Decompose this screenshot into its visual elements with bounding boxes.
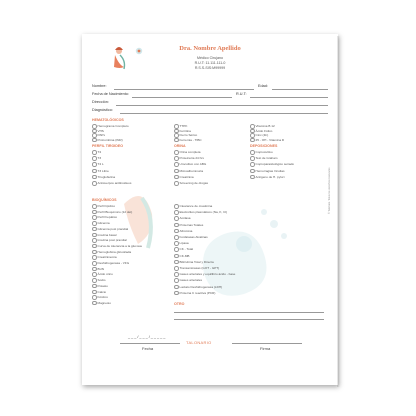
checkbox-circle-icon[interactable] <box>174 162 179 167</box>
bioquimicos-item-label: Fosfatasas Alcalinas <box>179 235 208 240</box>
checkbox-circle-icon[interactable] <box>92 261 97 266</box>
checkbox-circle-icon[interactable] <box>174 241 179 246</box>
bioquimicos-item-label: Proteínas Totales <box>179 222 204 227</box>
checkbox-circle-icon[interactable] <box>92 290 97 295</box>
bioquimicos-item[interactable] <box>92 215 117 220</box>
bioquimicos-item-label: Electrolitos plasmáticos (Na, K, Cl) <box>179 210 228 215</box>
deposiciones-item-label: Coproparasitológico seriado <box>255 162 295 167</box>
bioquimicos-item[interactable] <box>174 204 212 209</box>
bioquimicos-item-label: Magnesio <box>97 300 111 305</box>
bioquimicos-item[interactable] <box>174 285 222 290</box>
bioquimicos-item-label: Ácido úrico <box>97 272 113 277</box>
bioquimicos-item[interactable] <box>174 241 189 246</box>
checkbox-circle-icon[interactable] <box>92 210 97 215</box>
direccion-label: Dirección: <box>92 100 109 104</box>
bioquimicos-item[interactable] <box>92 221 110 226</box>
perfil-tiroideo-item[interactable] <box>92 181 131 186</box>
bioquimicos-item[interactable] <box>92 267 104 272</box>
perfil-tiroideo-item[interactable] <box>92 150 101 155</box>
deposiciones-item-label: Hemorragias Ocultas <box>255 168 285 173</box>
bioquimicos-item-label: BUN <box>97 266 105 271</box>
checkbox-circle-icon[interactable] <box>174 229 179 234</box>
checkbox-circle-icon[interactable] <box>174 216 179 221</box>
bioquimicos-item-label: Albúmina <box>179 228 193 233</box>
deposiciones-item-label: Antígeno de H. pylori <box>255 174 285 179</box>
bioquimicos-item-label: Lactato Deshidrogenasa (LDH) <box>179 284 223 289</box>
rut-label: R.U.T: <box>236 92 247 96</box>
checkbox-circle-icon[interactable] <box>250 150 255 155</box>
perfil-tiroideo-item[interactable] <box>92 175 115 180</box>
bioquimicos-item-label: Perfil lipídico <box>97 204 116 209</box>
checkbox-circle-icon[interactable] <box>92 267 97 272</box>
bioquimicos-item-label: Gases arteriales y equilibrio ácido - base <box>179 272 236 277</box>
bioquimicos-item-label: Amilasa <box>179 216 191 221</box>
perfil-tiroideo-item-label: T3 Libre <box>97 168 109 173</box>
bioquimicos-item[interactable] <box>92 284 108 289</box>
hematologicos-item-label: Fierro Sérico <box>179 133 198 138</box>
checkbox-circle-icon[interactable] <box>92 181 97 186</box>
checkbox-circle-icon[interactable] <box>250 138 255 143</box>
diagnostico-label: Diagnóstico: <box>92 108 113 112</box>
checkbox-circle-icon[interactable] <box>92 204 97 209</box>
hematologicos-item[interactable] <box>174 138 202 143</box>
section-title-hematologicos: HEMATOLÓGICOS <box>92 118 124 122</box>
checkbox-circle-icon[interactable] <box>92 301 97 306</box>
orina-item-label: Proteinuria 24 hrs <box>179 156 204 161</box>
checkbox-circle-icon[interactable] <box>174 138 179 143</box>
doctor-specialty: Médico Cirujano <box>197 56 223 60</box>
checkbox-circle-icon[interactable] <box>92 295 97 300</box>
section-title-orina: ORINA <box>174 144 186 148</box>
hematologicos-item-label: 25 - OH - Vitamina D <box>255 137 285 142</box>
checkbox-circle-icon[interactable] <box>174 156 179 161</box>
orina-item[interactable] <box>174 156 204 161</box>
checkbox-circle-icon[interactable] <box>174 291 179 296</box>
orina-item-label: Urocultivo con ABG <box>179 162 207 167</box>
checkbox-circle-icon[interactable] <box>92 284 97 289</box>
bioquimicos-item[interactable] <box>92 244 142 249</box>
perfil-tiroideo-item-label: Tiroglobulina <box>97 174 116 179</box>
checkbox-circle-icon[interactable] <box>92 156 97 161</box>
checkbox-circle-icon[interactable] <box>92 227 97 232</box>
bioquimicos-item[interactable] <box>92 227 128 232</box>
side-copyright: © Talonario. Todos los derechos reservados <box>328 167 331 214</box>
fecha-label: Fecha <box>142 346 154 351</box>
checkbox-circle-icon[interactable] <box>250 175 255 180</box>
bioquimicos-item[interactable] <box>92 204 115 209</box>
checkbox-circle-icon[interactable] <box>174 175 179 180</box>
hematologicos-item-label: Ferremia - TIBC <box>179 137 202 142</box>
checkbox-circle-icon[interactable] <box>92 175 97 180</box>
checkbox-circle-icon[interactable] <box>174 169 179 174</box>
prescription-sheet <box>82 34 338 385</box>
bioquimicos-item-label: CK-MB <box>179 253 190 258</box>
checkbox-circle-icon[interactable] <box>92 169 97 174</box>
checkbox-circle-icon[interactable] <box>92 233 97 238</box>
section-title-perfil-tiroideo: PERFIL TIROIDEO <box>92 144 124 148</box>
deposiciones-item[interactable] <box>250 156 278 161</box>
brand-mark: TALONARIO <box>186 340 212 345</box>
bioquimicos-item[interactable] <box>92 295 108 300</box>
hematologicos-item-label: Hemograma Completo <box>97 124 129 129</box>
perfil-tiroideo-item[interactable] <box>92 169 109 174</box>
bioquimicos-item-label: Creatininemia <box>97 255 117 260</box>
edad-field[interactable] <box>272 89 328 90</box>
checkbox-circle-icon[interactable] <box>174 223 179 228</box>
section-title-otro: OTRO <box>174 302 185 306</box>
orina-item[interactable] <box>174 169 203 174</box>
doctor-registry: R.S.S-SIS:M99999 <box>194 66 226 70</box>
checkbox-circle-icon[interactable] <box>174 181 179 186</box>
hematologicos-item-label: VHS <box>97 128 104 133</box>
orina-item-label: Creatinina <box>179 174 194 179</box>
bioquimicos-item[interactable] <box>174 229 192 234</box>
bioquimicos-item[interactable] <box>92 255 117 260</box>
bioquimicos-item[interactable] <box>174 272 235 277</box>
perfil-tiroideo-item-label: T4 L <box>97 162 104 167</box>
section-title-deposiciones: DEPOSICIONES <box>250 144 278 148</box>
fecha-line <box>120 343 180 344</box>
perfil-tiroideo-item-label: T4 <box>97 150 102 155</box>
bioquimicos-item[interactable] <box>174 260 214 265</box>
rut-field[interactable] <box>250 97 328 98</box>
bioquimicos-item[interactable] <box>174 291 215 296</box>
page-shadow <box>337 36 340 387</box>
orina-item-label: Microalbuminuria <box>179 168 204 173</box>
checkbox-circle-icon[interactable] <box>92 255 97 260</box>
bioquimicos-item-label: Gases arteriales <box>179 278 203 283</box>
checkbox-circle-icon[interactable] <box>92 221 97 226</box>
bioquimicos-item-label: Insulina basal <box>97 232 117 237</box>
bioquimicos-item[interactable] <box>92 290 106 295</box>
bioquimicos-item[interactable] <box>174 266 219 271</box>
deposiciones-item[interactable] <box>250 162 294 167</box>
bioquimicos-item[interactable] <box>92 278 105 283</box>
perfil-tiroideo-item[interactable] <box>92 156 101 161</box>
perfil-tiroideo-item[interactable] <box>92 162 104 167</box>
bioquimicos-item-label: CK - Total <box>179 247 194 252</box>
date-field[interactable]: ___/___/_____ <box>128 335 167 339</box>
firma-line[interactable] <box>232 343 302 344</box>
checkbox-circle-icon[interactable] <box>92 272 97 277</box>
bioquimicos-item-label: Lipasa <box>179 241 189 246</box>
edad-label: Edad: <box>258 84 268 88</box>
checkbox-circle-icon[interactable] <box>174 272 179 277</box>
bioquimicos-item[interactable] <box>174 235 208 240</box>
bioquimicos-item-label: Fósforo <box>97 295 108 300</box>
bioquimicos-item-label: Insulina post prandial <box>97 238 127 243</box>
checkbox-circle-icon[interactable] <box>92 162 97 167</box>
bioquimicos-item[interactable] <box>92 210 132 215</box>
checkbox-circle-icon[interactable] <box>174 235 179 240</box>
deposiciones-item[interactable] <box>250 150 273 155</box>
checkbox-circle-icon[interactable] <box>92 150 97 155</box>
bioquimicos-item-label: Curva de tolerancia a la glucosa <box>97 243 142 248</box>
bioquimicos-item[interactable] <box>174 254 189 259</box>
diagnostico-field[interactable] <box>120 113 328 114</box>
bioquimicos-item-label: Calcio <box>97 289 107 294</box>
bioquimicos-item-label: Perfil Bioquímico (12 det) <box>97 209 133 214</box>
fecha-nacimiento-label: Fecha de Nacimiento: <box>92 92 129 96</box>
orina-item-label: Orina completa <box>179 150 201 155</box>
section-title-bioquimicos: BIOQUÍMICOS <box>92 198 117 202</box>
bioquimicos-item-label: Perfil hepático <box>97 215 118 220</box>
firma-label: Firma <box>260 346 271 351</box>
deposiciones-item-label: Test de Graham <box>255 156 278 161</box>
hematologicos-item-label: Ferritina <box>179 128 191 133</box>
bioquimicos-item[interactable] <box>92 272 113 277</box>
checkbox-circle-icon[interactable] <box>174 150 179 155</box>
orina-item-label: Screening de drogas <box>179 181 209 186</box>
checkbox-circle-icon[interactable] <box>174 266 179 271</box>
bioquimicos-item-label: Glicemia post prandial <box>97 226 129 231</box>
bioquimicos-item[interactable] <box>92 233 116 238</box>
otro-line-2[interactable] <box>174 319 324 320</box>
otro-line-1[interactable] <box>174 312 324 313</box>
bioquimicos-item-label: Glicemia <box>97 221 110 226</box>
checkbox-circle-icon[interactable] <box>250 162 255 167</box>
bioquimicos-item-label: Hemoglobina glicosilada <box>97 249 132 254</box>
bioquimicos-item[interactable] <box>92 250 131 255</box>
orina-item[interactable] <box>174 175 194 180</box>
checkbox-circle-icon[interactable] <box>174 210 179 215</box>
checkbox-circle-icon[interactable] <box>92 250 97 255</box>
nombre-field[interactable] <box>114 89 254 90</box>
bioquimicos-item-label: Deshidrogenasa - VFG <box>97 261 130 266</box>
bioquimicos-item[interactable] <box>174 278 202 283</box>
checkbox-circle-icon[interactable] <box>174 260 179 265</box>
hematologicos-item-label: Vitamina B 12 <box>255 124 275 129</box>
hematologicos-item-label: Cinc (Zn) <box>255 133 269 138</box>
hematologicos-item-label: Ácido Fólico <box>255 128 273 133</box>
bioquimicos-item-label: Proteína C reactiva (PCR) <box>179 290 216 295</box>
checkbox-circle-icon[interactable] <box>92 278 97 283</box>
fecha-nacimiento-field[interactable] <box>132 97 232 98</box>
checkbox-circle-icon[interactable] <box>92 238 97 243</box>
bioquimicos-item[interactable] <box>174 247 193 252</box>
bioquimicos-item[interactable] <box>174 216 191 221</box>
deposiciones-item-label: Coprocultivo <box>255 150 273 155</box>
hematologicos-item-label: PAPs <box>97 133 106 138</box>
hematologicos-item-label: Protrombina (INR) <box>97 137 123 142</box>
bioquimicos-item[interactable] <box>92 238 127 243</box>
bioquimicos-item[interactable] <box>92 261 129 266</box>
checkbox-circle-icon[interactable] <box>92 244 97 249</box>
bioquimicos-item-label: Potasio <box>97 283 108 288</box>
checkbox-circle-icon[interactable] <box>92 138 97 143</box>
checkbox-circle-icon[interactable] <box>174 285 179 290</box>
deposiciones-item[interactable] <box>250 169 285 174</box>
direccion-field[interactable] <box>116 105 328 106</box>
hematologicos-item-label: TTPK <box>179 124 188 129</box>
bioquimicos-item[interactable] <box>174 210 227 215</box>
hematologicos-item[interactable] <box>250 138 284 143</box>
perfil-tiroideo-item-label: Anticuerpos antitiroideos <box>97 181 132 186</box>
doctor-name: Dra. Nombre Apellido <box>179 45 241 52</box>
checkbox-circle-icon[interactable] <box>92 215 97 220</box>
checkbox-circle-icon[interactable] <box>174 247 179 252</box>
orina-item[interactable] <box>174 162 206 167</box>
deposiciones-item[interactable] <box>250 175 284 180</box>
hematologicos-item[interactable] <box>92 138 123 143</box>
bioquimicos-item-label: Clearance de creatinina <box>179 204 213 209</box>
nombre-label: Nombre: <box>92 84 107 88</box>
bioquimicos-item[interactable] <box>174 223 203 228</box>
checkbox-circle-icon[interactable] <box>174 204 179 209</box>
bioquimicos-item-label: Transaminasas (GOT - GPT) <box>179 266 220 271</box>
checkbox-circle-icon[interactable] <box>174 254 179 259</box>
orina-item[interactable] <box>174 181 208 186</box>
checkbox-circle-icon[interactable] <box>250 169 255 174</box>
orina-item[interactable] <box>174 150 200 155</box>
bioquimicos-item[interactable] <box>92 301 111 306</box>
doctor-rut: R.U.T: 11.111.111-0 <box>194 61 226 65</box>
perfil-tiroideo-item-label: T3 <box>97 156 102 161</box>
checkbox-circle-icon[interactable] <box>174 278 179 283</box>
bioquimicos-item-label: Bilirrubina Total y Directa <box>179 259 214 264</box>
checkbox-circle-icon[interactable] <box>250 156 255 161</box>
bioquimicos-item-label: Sodio <box>97 278 106 283</box>
